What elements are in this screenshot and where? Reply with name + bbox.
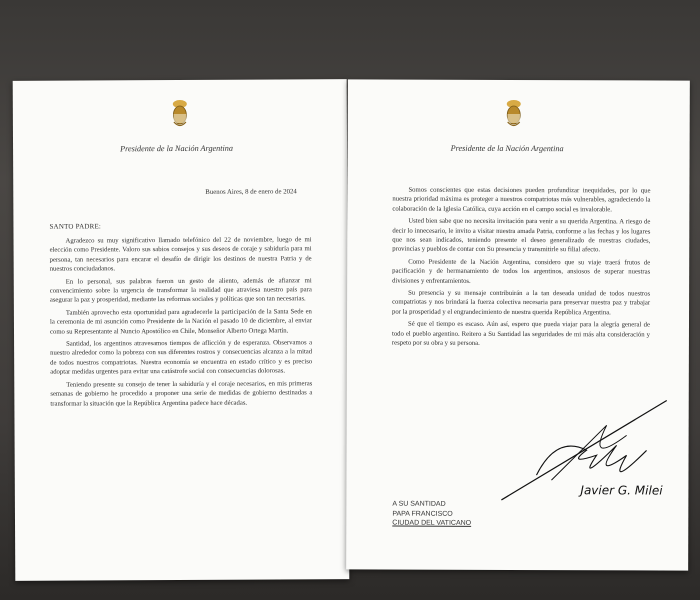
letterhead-title: Presidente de la Nación Argentina <box>120 143 234 154</box>
letter-date: Buenos Aires, 8 de enero de 2024 <box>205 188 297 196</box>
paragraph: Como Presidente de la Nación Argentina, considero que su viaje traerá frutos de pacificación y de hermanamiento de todos los argentinos, ansiosos de superar nuestras divisiones y enfrentamientos. <box>392 258 651 285</box>
paragraph: También aprovecho esta oportunidad para agradecerle la participación de la Santa Sede en la ceremonia de mi asunción como Presidente de la Nación el pasado 10 de diciembre, al enviar como su Representante al Nuncio Apostólico en Chile, Monseñor Alberto Ortega Martín. <box>49 308 312 336</box>
letterhead-title: Presidente de la Nación Argentina <box>450 143 564 154</box>
paragraph: Santidad, los argentinos atravesamos tiempos de aflicción y de esperanza. Observamos a nuestro alrededor como la pobreza con sus diferentes rostros y consecuencias alcanza a la mitad de todos nuestros compatriotas. Nuestra economía se encuentra en estado crítico y es preciso adoptar medidas urgentes para evitar una catástrofe social con consecuencias dolorosas. <box>50 339 313 376</box>
coat-of-arms-icon <box>169 98 191 130</box>
addressee-line: A SU SANTIDAD <box>392 500 446 508</box>
paragraph: Agradezco su muy significativo llamado telefónico del 22 de noviembre, luego de mi elección como Presidente. Valoro sus sabios consejos y sus deseos de coraje y sabiduría para mi persona, tan necesarios para encarar el desafío de dirigir los destinos de nuestra Patria y de nuestros conciudadanos. <box>49 236 312 273</box>
coat-of-arms-icon <box>503 98 525 130</box>
addressee-line: PAPA FRANCISCO <box>392 510 453 518</box>
paragraph: Usted bien sabe que no necesita invitación para venir a su querida Argentina. A riesgo de decir lo innecesario, le invito a visitar nuestra amada Patria, conforme a las fechas y los lugares que nos sean indicados, teniendo presente el deseo generalizado de nuestras ciudades, provincias y pueblos de contar con Su presencia y transmitirle su filial afecto. <box>392 217 651 254</box>
letter-body-left <box>50 235 313 411</box>
letter-body-right <box>392 186 651 352</box>
addressee-line: CIUDAD DEL VATICANO <box>392 519 472 527</box>
salutation: SANTO PADRE: <box>49 222 102 231</box>
paragraph: Somos conscientes que estas decisiones pueden profundizar inequidades, por lo que nuestra prioridad máxima es proteger a nuestros compatriotas más vulnerables, agradeciendo la colaboración de la Iglesia Católica, cuya acción en el campo social es invalorable. <box>392 186 651 214</box>
letter-page-1 <box>13 79 350 581</box>
letter-page-2 <box>346 79 690 570</box>
paragraph: En lo personal, sus palabras fueron un gesto de aliento, además de afianzar mi convencimiento sobre la urgencia de transformar la realidad que atraviesa nuestro país para asegurar la paz y prosperidad, mediante las reformas sociales y políticas que son tan necesarias. <box>49 276 312 305</box>
signature-name: Javier G. Milei <box>580 483 663 498</box>
paragraph: Teniendo presente su consejo de tener la sabiduría y el coraje necesarios, en mis primeras semanas de gobierno he procedido a proponer una serie de medidas de gobierno destinadas a transformar la situación que la República Argentina padece hace décadas. <box>50 380 313 408</box>
addressee-block <box>392 500 471 529</box>
paragraph: Sé que el tiempo es escaso. Aún así, espero que pueda viajar para la alegría general de todo el pueblo argentino. Reitero a Su Santidad las seguridades de mi más alta consideración y respeto por su obra y su persona. <box>391 320 651 347</box>
paragraph: Su presencia y su mensaje contribuirán a la tan deseada unidad de todos nuestros compatriotas y nos brindará la fuerza colectiva necesaria para preservar nuestra paz y trabajar por la prosperidad y el engrandecimiento de nuestra querida República Argentina. <box>392 289 651 317</box>
